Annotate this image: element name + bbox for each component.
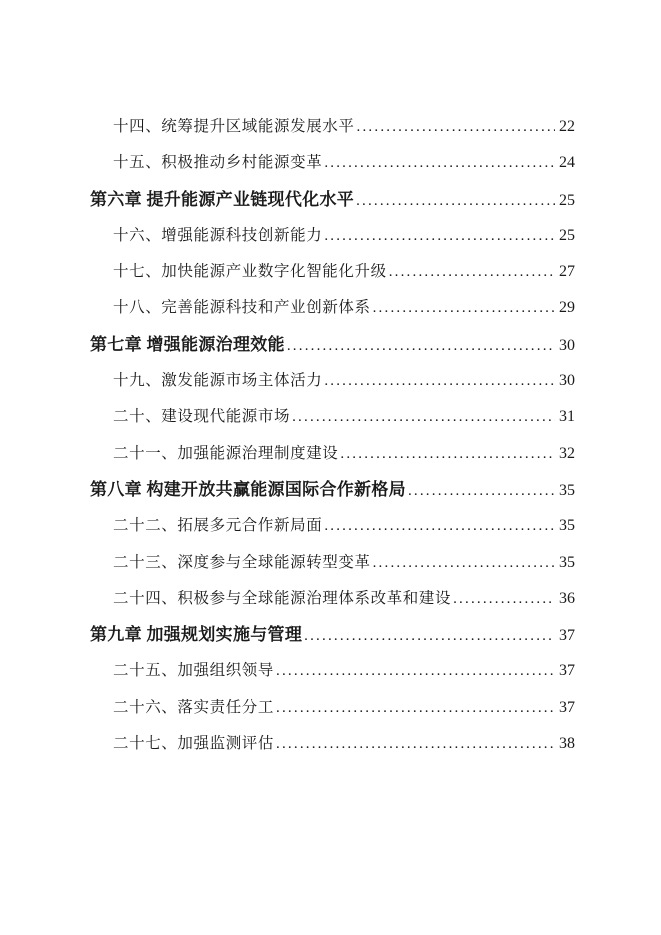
toc-entry-page: 38	[559, 735, 575, 753]
toc-entry[interactable]	[90, 653, 575, 689]
toc-entry[interactable]	[90, 508, 575, 544]
toc-entry[interactable]	[90, 399, 575, 435]
toc-entry-label: 十五、积极推动乡村能源变革	[113, 154, 323, 172]
dot-leader	[276, 690, 555, 726]
toc-chapter-entry[interactable]	[90, 182, 575, 218]
toc-entry-label: 十四、统筹提升区域能源发展水平	[113, 118, 355, 135]
toc-entry-page: 35	[559, 553, 575, 571]
toc-entry-page: 32	[559, 444, 575, 462]
toc-entry-label: 二十、建设现代能源市场	[113, 408, 291, 426]
dot-leader	[373, 290, 555, 326]
toc-entry-label: 二十六、落实责任分工	[113, 698, 275, 716]
toc-entry-page: 30	[559, 336, 575, 354]
toc-entry-label: 十八、完善能源科技和产业创新体系	[113, 299, 371, 317]
dot-leader	[324, 218, 555, 254]
toc-entry-page: 29	[559, 299, 575, 317]
dot-leader	[340, 436, 555, 472]
toc-entry-page: 27	[559, 263, 575, 281]
dot-leader	[357, 109, 555, 145]
dot-leader	[304, 618, 555, 654]
dot-leader	[356, 183, 555, 219]
toc-entry-label: 十七、加快能源产业数字化智能化升级	[113, 263, 387, 281]
dot-leader	[408, 473, 555, 509]
dot-leader	[453, 581, 555, 617]
toc-entry-page: 36	[559, 589, 575, 607]
toc-entry-label: 十六、增强能源科技创新能力	[113, 226, 323, 244]
dot-leader	[324, 508, 555, 544]
toc-entry-page: 35	[559, 517, 575, 535]
toc-entry-label: 第八章 构建开放共赢能源国际合作新格局	[90, 479, 406, 499]
toc-entry[interactable]	[90, 363, 575, 399]
dot-leader	[276, 653, 555, 689]
toc-entry-page: 25	[559, 226, 575, 244]
table-of-contents	[90, 109, 575, 762]
toc-entry-label: 第九章 加强规划实施与管理	[90, 625, 303, 645]
toc-entry-page: 22	[559, 118, 575, 135]
dot-leader	[276, 726, 555, 762]
toc-entry-label: 二十四、积极参与全球能源治理体系改革和建设	[113, 589, 452, 607]
toc-entry-page: 37	[559, 662, 575, 680]
toc-entry[interactable]	[90, 254, 575, 290]
toc-entry[interactable]	[90, 218, 575, 254]
toc-entry-page: 31	[559, 408, 575, 426]
toc-entry-label: 二十五、加强组织领导	[113, 662, 275, 680]
toc-entry[interactable]	[90, 690, 575, 726]
dot-leader	[373, 545, 555, 581]
toc-entry[interactable]	[90, 581, 575, 617]
dot-leader	[292, 399, 555, 435]
dot-leader	[324, 363, 555, 399]
toc-entry-label: 第七章 增强能源治理效能	[90, 334, 285, 354]
toc-entry-label: 二十一、加强能源治理制度建设	[113, 444, 339, 462]
toc-chapter-entry[interactable]	[90, 327, 575, 363]
toc-entry[interactable]	[90, 726, 575, 762]
dot-leader	[389, 254, 555, 290]
toc-entry-page: 37	[559, 698, 575, 716]
toc-entry-label: 二十三、深度参与全球能源转型变革	[113, 553, 371, 571]
toc-entry-page: 30	[559, 372, 575, 390]
toc-entry[interactable]	[90, 290, 575, 326]
toc-entry[interactable]	[90, 145, 575, 181]
toc-chapter-entry[interactable]	[90, 472, 575, 508]
toc-entry-page: 37	[559, 627, 575, 645]
toc-chapter-entry[interactable]	[90, 617, 575, 653]
dot-leader	[324, 145, 555, 181]
toc-entry-page: 24	[559, 154, 575, 172]
toc-entry[interactable]	[90, 109, 575, 145]
toc-entry[interactable]	[90, 436, 575, 472]
toc-entry-page: 25	[559, 191, 575, 209]
toc-entry-label: 十九、激发能源市场主体活力	[113, 372, 323, 390]
toc-entry-label: 二十二、拓展多元合作新局面	[113, 517, 323, 535]
toc-entry-label: 二十七、加强监测评估	[113, 735, 275, 753]
toc-entry[interactable]	[90, 545, 575, 581]
toc-entry-label: 第六章 提升能源产业链现代化水平	[90, 189, 355, 209]
toc-entry-page: 35	[559, 481, 575, 499]
dot-leader	[287, 328, 555, 364]
